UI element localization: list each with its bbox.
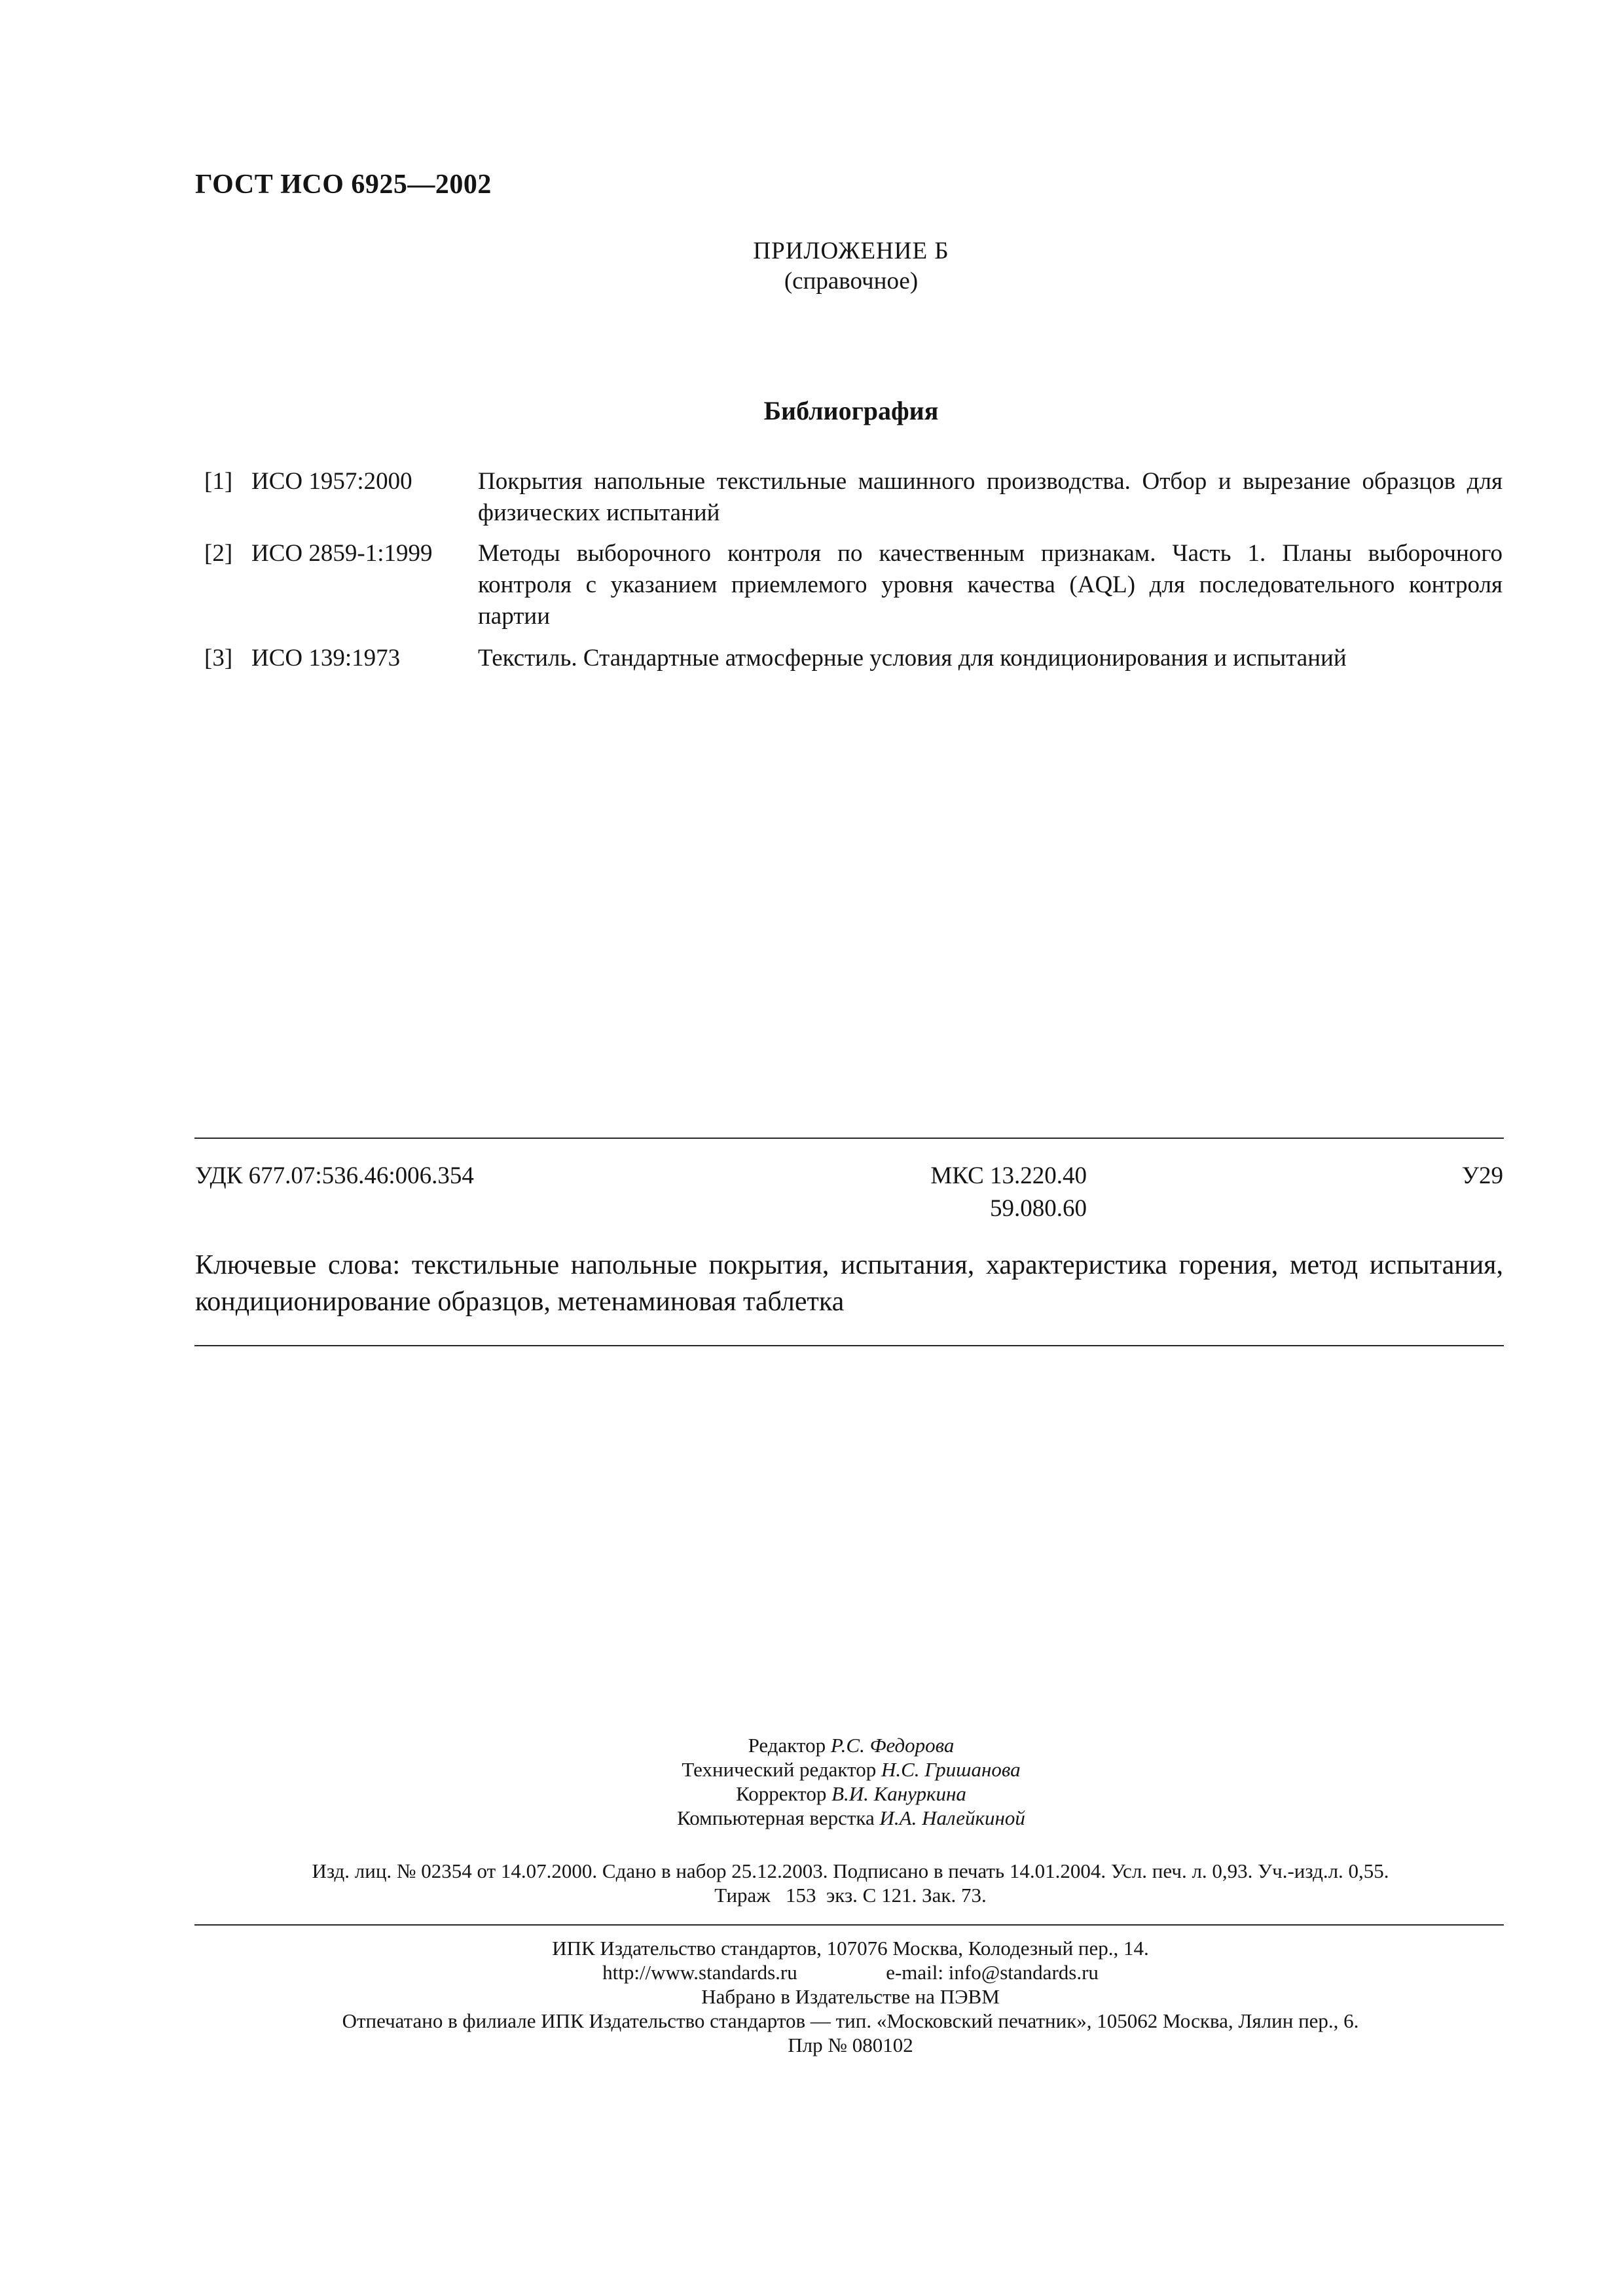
credit-name: Н.С. Гришанова: [881, 1758, 1021, 1781]
printer-note: Отпечатано в филиале ИПК Издательство стандартов — тип. «Московский печатник», 105062 Москва, Лялин пер., 6.: [342, 2009, 1359, 2032]
credit-name: Р.С. Федорова: [830, 1734, 955, 1757]
reference-title: Методы выборочного контроля по качественным признакам. Часть 1. Планы выборочного контроля с указанием приемлемого уровня качества (AQL) для последовательного контроля партии: [478, 540, 1503, 630]
reference-code: ИСО 139:1973: [251, 645, 401, 672]
reference-number: [3]: [204, 645, 233, 672]
credit-role: Технический редактор: [682, 1758, 877, 1781]
publisher-website: http://www.standards.ru: [602, 1961, 797, 1984]
divider-line: [194, 1138, 1504, 1139]
divider-line: [194, 1924, 1504, 1926]
printer-license: Плр № 080102: [788, 2034, 913, 2056]
keywords: Ключевые слова: текстильные напольные покрытия, испытания, характеристика горения, метод испытания, кондиционирование образцов, метенаминовая таблетка: [195, 1250, 1503, 1317]
bibliography-title: Библиография: [763, 396, 939, 425]
reference-code: ИСО 1957:2000: [251, 468, 412, 495]
mks-code-line: МКС 13.220.40: [930, 1162, 1087, 1189]
reference-number: [1]: [204, 468, 233, 495]
divider-line: [194, 1345, 1504, 1346]
appendix-type: (справочное): [784, 268, 919, 295]
credit-name: В.И. Кануркина: [831, 1782, 966, 1805]
udk-code: УДК 677.07:536.46:006.354: [195, 1162, 474, 1189]
publisher-address: ИПК Издательство стандартов, 107076 Москва, Колодезный пер., 14.: [552, 1937, 1149, 1960]
standard-code-header: ГОСТ ИСО 6925—2002: [195, 170, 492, 200]
credit-name: И.А. Налейкиной: [879, 1806, 1025, 1829]
publisher-email: e-mail: info@standards.ru: [886, 1961, 1099, 1984]
reference-number: [2]: [204, 540, 233, 567]
group-code: У29: [1461, 1162, 1503, 1189]
reference-code: ИСО 2859-1:1999: [251, 540, 433, 567]
appendix-title: ПРИЛОЖЕНИЕ Б: [753, 238, 949, 264]
credit-role: Корректор: [736, 1782, 827, 1805]
typeset-note: Набрано в Издательстве на ПЭВМ: [701, 1985, 1000, 2008]
publisher-contacts: [195, 1960, 1506, 1984]
credit-editor: [0, 1733, 1623, 1757]
imprint-details: Изд. лиц. № 02354 от 14.07.2000. Сдано в набор 25.12.2003. Подписано в печать 14.01.2004. Усл. печ. л. 0,93. Уч.-изд.л. 0,55.: [312, 1859, 1389, 1882]
mks-code-line: 59.080.60: [990, 1195, 1087, 1222]
reference-title: Текстиль. Стандартные атмосферные условия для кондиционирования и испытаний: [478, 645, 1347, 672]
credit-proofreader: [0, 1782, 1623, 1806]
credit-layout: [0, 1806, 1623, 1830]
credit-role: Компьютерная верстка: [677, 1806, 875, 1829]
print-run: Тираж 153 экз. С 121. Зак. 73.: [714, 1884, 987, 1907]
credit-technical-editor: [0, 1757, 1623, 1782]
credit-role: Редактор: [748, 1734, 826, 1757]
reference-title: Покрытия напольные текстильные машинного производства. Отбор и вырезание образцов для физических испытаний: [478, 468, 1503, 526]
mks-code: [845, 1160, 1087, 1225]
